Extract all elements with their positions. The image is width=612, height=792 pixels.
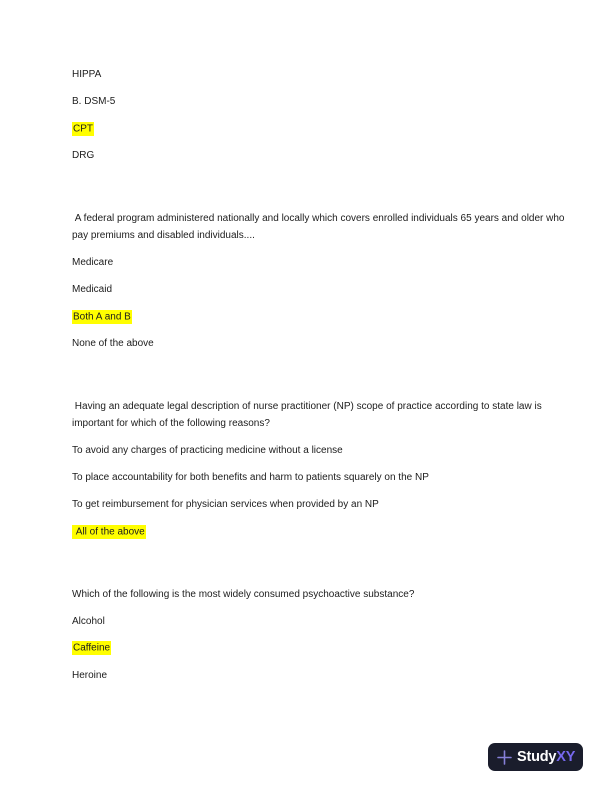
answer-option-text: None of the above: [72, 338, 154, 349]
plus-icon: [497, 750, 512, 765]
question-block: [72, 398, 565, 541]
answer-option: [72, 496, 565, 514]
answer-option-text: To place accountability for both benefits and harm to patients squarely on the NP: [72, 472, 429, 483]
answer-option-text: B. DSM-5: [72, 96, 116, 107]
answer-option: [72, 613, 565, 631]
answer-option-text: To get reimbursement for physician services when provided by an NP: [72, 499, 379, 510]
answer-option: [72, 640, 565, 658]
brand-suffix: XY: [556, 748, 576, 765]
answer-option: [72, 308, 565, 326]
answer-option-text: Medicare: [72, 257, 114, 268]
highlighted-answer: Both A and B: [73, 311, 131, 322]
answer-option-text: HIPPA: [72, 69, 102, 80]
brand-primary: Study: [517, 748, 557, 765]
question-text-content: Having an adequate legal description of nurse practitioner (NP) scope of practice according to state law is important for which of the following reasons?: [72, 400, 545, 429]
answer-option: [72, 442, 565, 460]
answer-option: [72, 147, 565, 165]
studyxy-badge: [488, 743, 583, 771]
answer-option: [72, 667, 565, 685]
highlighted-answer: Caffeine: [73, 642, 111, 654]
answer-option-text: Heroine: [72, 669, 108, 681]
answer-option-text: Alcohol: [72, 615, 105, 627]
question-text-content: A federal program administered nationally and locally which covers enrolled individuals 65 years and older who pay premiums and disabled individuals....: [72, 212, 568, 241]
answer-option: [72, 93, 565, 111]
question-text-content: Which of the following is the most widely consumed psychoactive substance?: [72, 588, 415, 600]
answer-option: [72, 335, 565, 353]
answer-option-text: DRG: [72, 150, 95, 161]
question-block: [72, 586, 565, 685]
question-block: [72, 66, 565, 165]
question-text: [72, 210, 568, 245]
answer-option: [72, 281, 565, 299]
question-text: [72, 586, 565, 604]
highlighted-answer: All of the above: [73, 526, 145, 537]
answer-option: [72, 523, 565, 541]
answer-option: [72, 120, 565, 138]
answer-option-text: To avoid any charges of practicing medicine without a license: [72, 445, 343, 456]
answer-option: [72, 66, 565, 84]
answer-option: [72, 254, 565, 272]
answer-option-text: Medicaid: [72, 284, 113, 295]
question-block: [72, 210, 568, 353]
answer-option: [72, 469, 565, 487]
quiz-content: [72, 66, 568, 694]
brand-name: [517, 750, 575, 765]
question-text: [72, 398, 565, 433]
highlighted-answer: CPT: [73, 123, 93, 134]
